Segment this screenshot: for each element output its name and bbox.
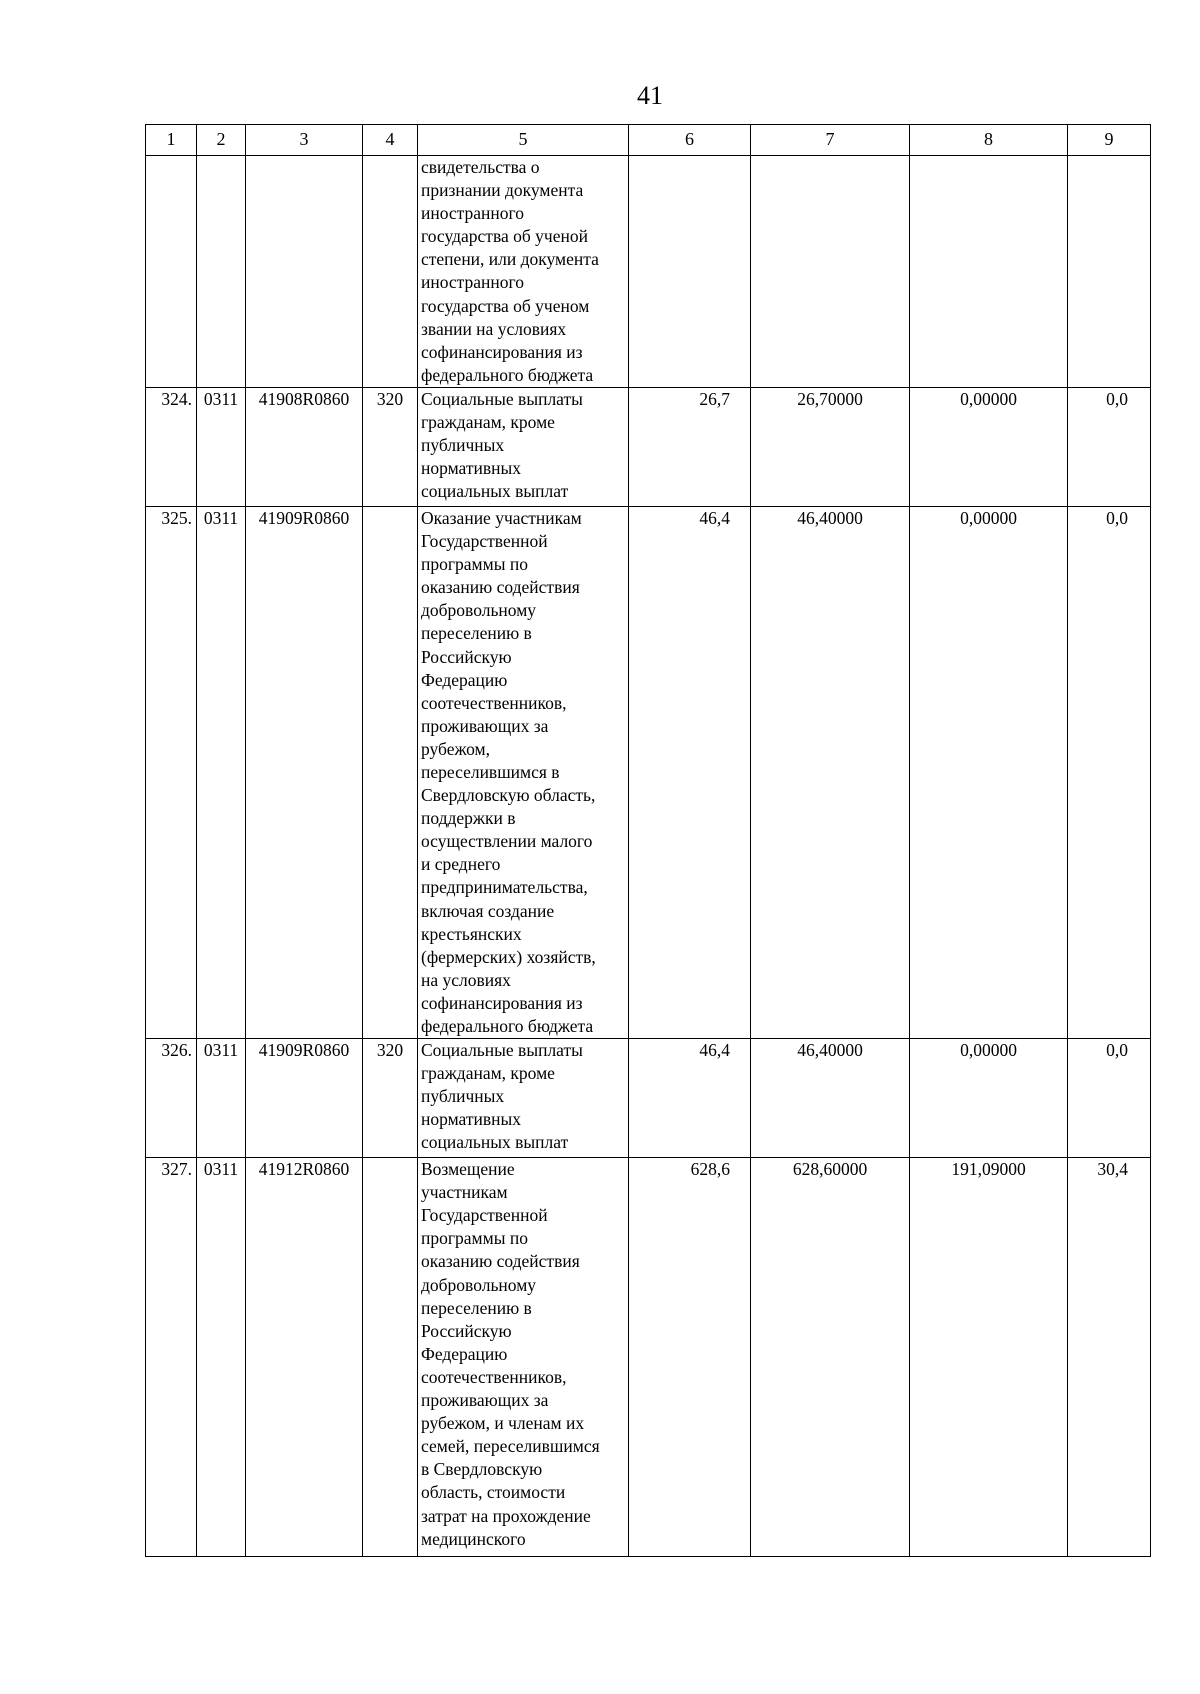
cell-col9: 0,0 — [1068, 387, 1151, 506]
cell-col9 — [1068, 156, 1151, 388]
cell-col6: 46,4 — [629, 506, 751, 1038]
cell-num — [146, 156, 197, 388]
cell-num: 325. — [146, 506, 197, 1038]
cell-col6: 26,7 — [629, 387, 751, 506]
description-text: Оказание участникам Государственной программы по оказанию содействия добровольному переселению в Российскую Федерацию соотечественников, проживающих за рубежом, переселившимся в Свердловскую область, поддержки в осуществлении малого и среднего предпринимательства, включая создание крестьянских (фермерских) хозяйств, на условиях софинансирования из федерального бюджета — [421, 507, 596, 1036]
cell-target: 41909R0860 — [246, 1039, 363, 1158]
table-row-327 — [146, 1158, 1151, 1557]
cell-section: 0311 — [197, 1039, 246, 1158]
cell-description — [418, 1039, 629, 1158]
cell-col8: 0,00000 — [910, 506, 1068, 1038]
header-col-5: 5 — [418, 125, 629, 156]
header-col-9: 9 — [1068, 125, 1151, 156]
header-col-8: 8 — [910, 125, 1068, 156]
cell-section: 0311 — [197, 506, 246, 1038]
description-text: свидетельства о признании документа иностранного государства об ученой степени, или документа иностранного государства об ученом звании на условиях софинансирования из федерального бюджета — [421, 157, 599, 385]
cell-col8 — [910, 156, 1068, 388]
cell-target — [246, 156, 363, 388]
budget-table — [145, 124, 1151, 1557]
cell-section: 0311 — [197, 1158, 246, 1557]
cell-description — [418, 387, 629, 506]
header-col-7: 7 — [751, 125, 910, 156]
cell-col6: 46,4 — [629, 1039, 751, 1158]
cell-col7: 46,40000 — [751, 506, 910, 1038]
cell-num: 327. — [146, 1158, 197, 1557]
cell-expense-type — [363, 156, 418, 388]
cell-col7: 628,60000 — [751, 1158, 910, 1557]
cell-col9: 0,0 — [1068, 1039, 1151, 1158]
cell-col7: 46,40000 — [751, 1039, 910, 1158]
cell-col9: 0,0 — [1068, 506, 1151, 1038]
header-col-1: 1 — [146, 125, 197, 156]
cell-target: 41912R0860 — [246, 1158, 363, 1557]
cell-expense-type: 320 — [363, 1039, 418, 1158]
cell-section: 0311 — [197, 387, 246, 506]
cell-target: 41908R0860 — [246, 387, 363, 506]
cell-col8: 191,09000 — [910, 1158, 1068, 1557]
cell-col6 — [629, 156, 751, 388]
header-col-6: 6 — [629, 125, 751, 156]
cell-col7 — [751, 156, 910, 388]
cell-description — [418, 1158, 629, 1557]
cell-description — [418, 156, 629, 388]
description-text: Возмещение участникам Государственной программы по оказанию содействия добровольному переселению в Российскую Федерацию соотечественников, проживающих за рубежом, и членам их семей, переселившимся в Свердловскую область, стоимости затрат на прохождение медицинского — [421, 1159, 600, 1549]
header-col-4: 4 — [363, 125, 418, 156]
cell-col8: 0,00000 — [910, 1039, 1068, 1158]
cell-target: 41909R0860 — [246, 506, 363, 1038]
cell-col8: 0,00000 — [910, 387, 1068, 506]
header-col-2: 2 — [197, 125, 246, 156]
cell-col6: 628,6 — [629, 1158, 751, 1557]
page-number: 41 — [637, 81, 663, 110]
cell-col7: 26,70000 — [751, 387, 910, 506]
cell-description — [418, 506, 629, 1038]
cell-expense-type — [363, 506, 418, 1038]
header-row — [146, 125, 1151, 156]
cell-num: 324. — [146, 387, 197, 506]
table-row-continuation — [146, 156, 1151, 388]
cell-expense-type: 320 — [363, 387, 418, 506]
description-text: Социальные выплаты гражданам, кроме публичных нормативных социальных выплат — [421, 1040, 583, 1153]
cell-section — [197, 156, 246, 388]
cell-num: 326. — [146, 1039, 197, 1158]
table-row-324 — [146, 387, 1151, 506]
description-text: Социальные выплаты гражданам, кроме публичных нормативных социальных выплат — [421, 388, 583, 502]
cell-expense-type — [363, 1158, 418, 1557]
table-row-326 — [146, 1039, 1151, 1158]
header-col-3: 3 — [246, 125, 363, 156]
table-row-325 — [146, 506, 1151, 1038]
cell-col9: 30,4 — [1068, 1158, 1151, 1557]
